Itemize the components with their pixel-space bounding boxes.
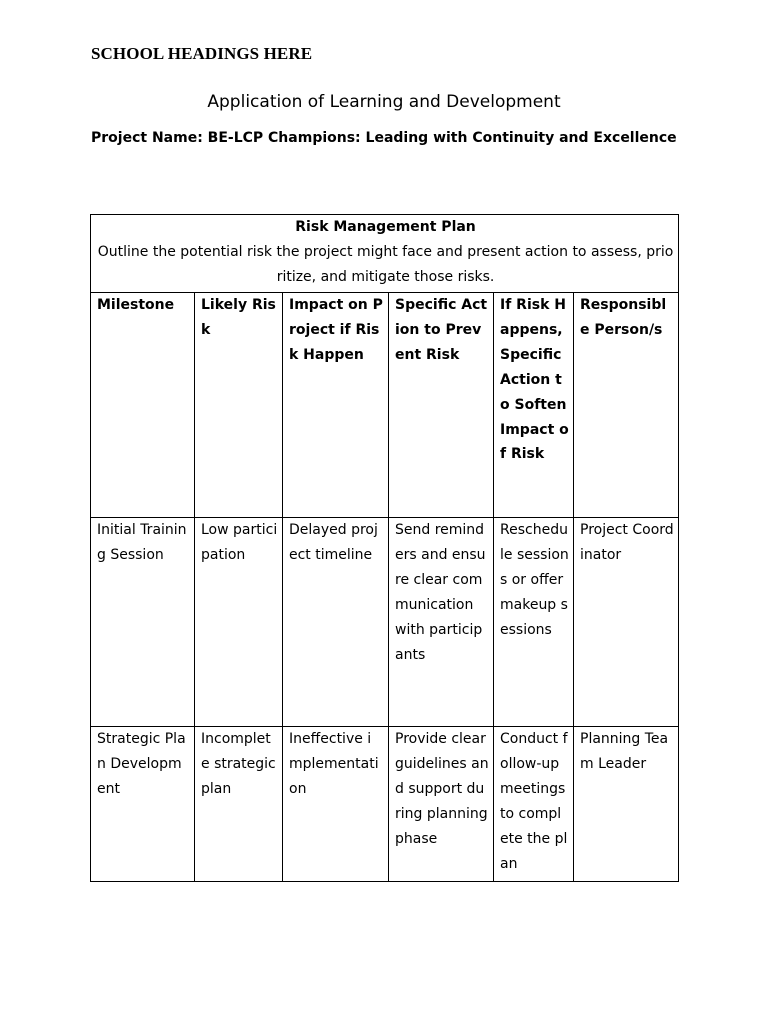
column-header-impact: Impact on Project if Risk Happen	[283, 293, 389, 518]
school-heading: SCHOOL HEADINGS HERE	[91, 44, 313, 63]
table-header-row	[91, 293, 679, 518]
table-title-row	[91, 215, 679, 293]
column-header-soften-action: If Risk Happens, Specific Action to Soften Impact of Risk	[494, 293, 574, 518]
column-header-prevent-action: Specific Action to Prevent Risk	[389, 293, 494, 518]
table-row	[91, 727, 679, 882]
project-name: Project Name: BE-LCP Champions: Leading with Continuity and Excellence	[91, 130, 677, 146]
table-cell-impact: Delayed project timeline	[283, 518, 389, 727]
table-cell-responsible: Planning Team Leader	[574, 727, 679, 882]
table-cell-likely-risk: Low participation	[195, 518, 283, 727]
table-title-cell	[91, 215, 679, 293]
table-cell-milestone: Strategic Plan Development	[91, 727, 195, 882]
table-cell-responsible: Project Coordinator	[574, 518, 679, 727]
table-cell-milestone: Initial Training Session	[91, 518, 195, 727]
table-cell-prevent-action: Send reminders and ensure clear communication with participants	[389, 518, 494, 727]
column-header-milestone: Milestone	[91, 293, 195, 518]
document-title: Application of Learning and Development	[207, 92, 561, 112]
column-header-likely-risk: Likely Risk	[195, 293, 283, 518]
table-cell-prevent-action: Provide clear guidelines and support during planning phase	[389, 727, 494, 882]
table-cell-soften-action: Reschedule sessions or offer makeup sessions	[494, 518, 574, 727]
column-header-responsible: Responsible Person/s	[574, 293, 679, 518]
table-title: Risk Management Plan	[295, 219, 476, 235]
table-cell-soften-action: Conduct follow-up meetings to complete the plan	[494, 727, 574, 882]
risk-management-table	[90, 214, 679, 882]
table-cell-impact: Ineffective implementation	[283, 727, 389, 882]
table-row	[91, 518, 679, 727]
table-cell-likely-risk: Incomplete strategic plan	[195, 727, 283, 882]
table-description: Outline the potential risk the project might face and present action to assess, prioritize, and mitigate those risks.	[97, 243, 674, 285]
